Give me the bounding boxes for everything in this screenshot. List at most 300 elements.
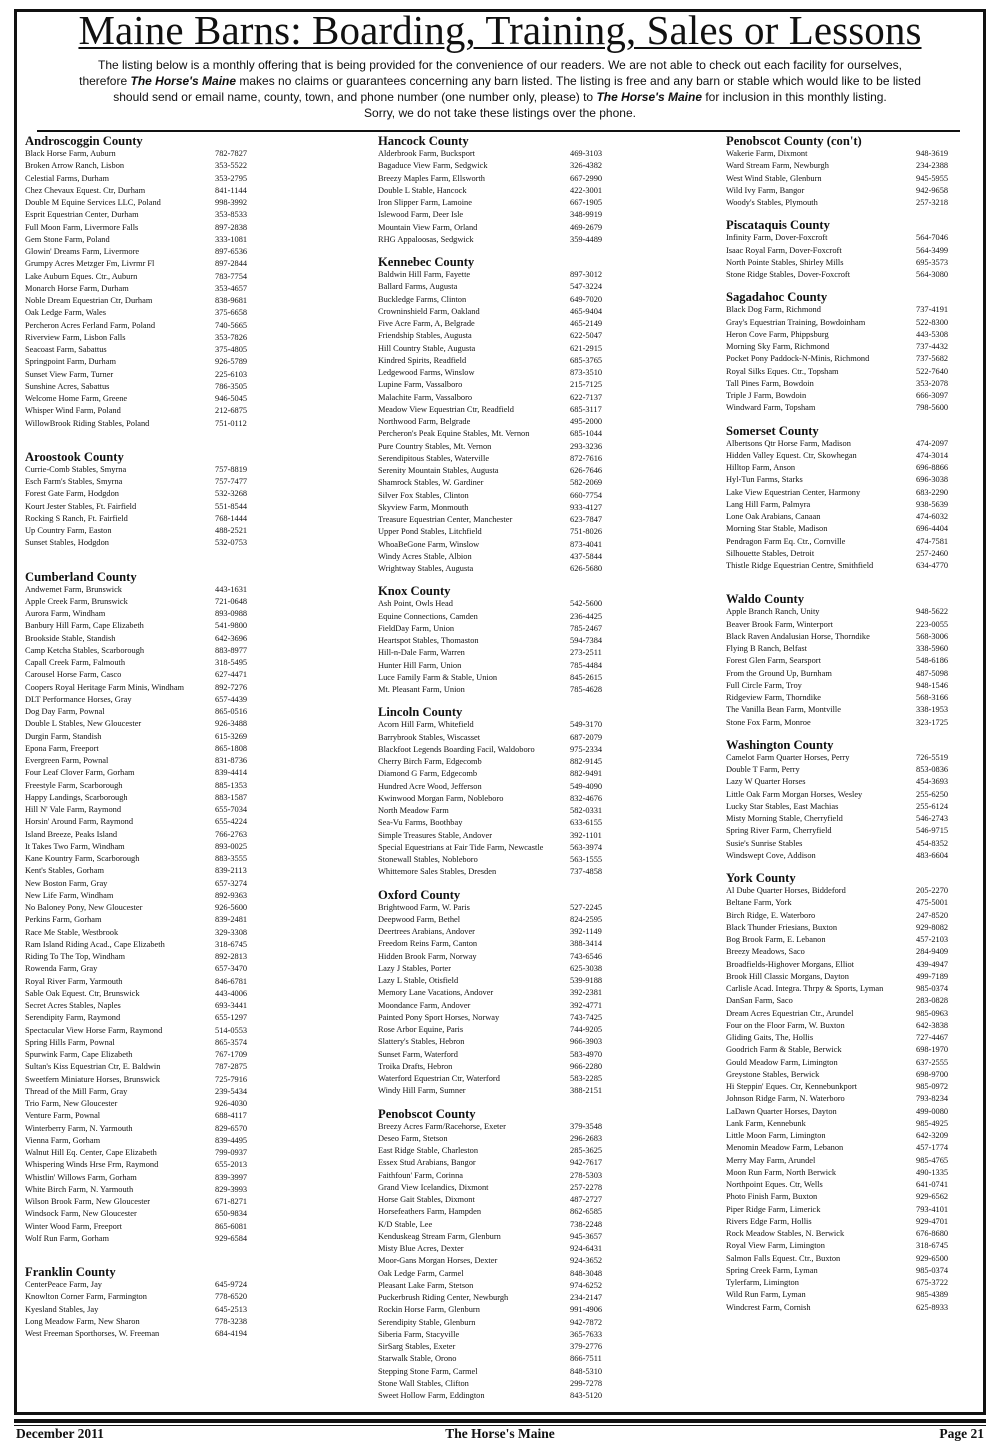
barn-listing [378,623,698,635]
barn-phone: 787-2875 [215,1062,248,1072]
barn-phone: 657-4439 [215,694,248,704]
barn-phone: 318-6745 [215,939,248,949]
barn-name: Carlisle Acad. Integra. Thrpy & Sports, Lyman [726,984,884,993]
barn-listing [726,1155,966,1167]
barn-name: Rose Arbor Equine, Paris [378,1025,464,1034]
barn-listing [378,611,698,623]
barn-name: Little Oak Farm Morgan Horses, Wesley [726,789,863,799]
barn-listing [378,281,698,293]
intro-line-3 [60,89,940,105]
barn-name: Hill-n-Dale Farm, Warren [378,648,465,658]
barn-listing [726,523,966,535]
barn-phone: 938-5639 [916,499,949,509]
barn-listing [726,1289,966,1301]
barn-listing [378,197,698,209]
barn-listing [25,476,345,488]
barn-listing [378,1231,698,1243]
barn-phone: 212-6875 [215,406,248,416]
barn-name: Heron Cove Farm, Phippsburg [726,329,829,339]
barn-phone: 353-2795 [215,173,248,183]
barn-name: Lucky Star Stables, East Machias [726,801,839,811]
barn-name: West Wind Stable, Glenburn [726,173,822,183]
barn-listing [726,619,966,631]
barn-listing [378,756,698,768]
barn-phone: 541-9800 [215,621,248,631]
barn-listing [25,865,345,877]
barn-name: Ram Island Riding Acad., Cape Elizabeth [25,939,165,949]
barn-name: Puckerbrush Riding Center, Newburgh [378,1293,509,1302]
barn-name: Greystone Stables, Berwick [726,1069,820,1079]
barn-phone: 929-4701 [916,1216,949,1226]
barn-name: Moon Run Farm, North Berwick [726,1167,837,1177]
barn-listing [25,1000,345,1012]
barn-phone: 622-7137 [570,392,603,402]
barn-name: Acorn Hill Farm, Whitefield [378,720,474,730]
barn-name: FieldDay Farm, Union [378,623,455,633]
barn-listing [25,173,345,185]
barn-phone: 239-5434 [215,1086,248,1096]
barn-phone: 439-4947 [916,959,949,969]
barn-listing [25,608,345,620]
barn-name: Brookside Stable, Standish [25,633,116,643]
barn-name: Winterberry Farm, N. Yarmouth [25,1123,133,1133]
barn-phone: 998-3992 [215,198,248,207]
barn-name: Moondance Farm, Andover [378,1000,471,1010]
section-spacer [726,572,966,592]
barn-name: Equine Connections, Camden [378,611,478,621]
barn-phone: 627-4471 [215,670,248,680]
barn-name: DLT Performance Horses, Gray [25,694,132,704]
barn-name: Deertrees Arabians, Andover [378,927,475,936]
barn-name: Meadow View Equestrian Ctr, Readfield [378,404,514,414]
barn-phone: 488-2521 [215,526,248,535]
barn-listing [25,841,345,853]
barn-name: Lone Oak Arabians, Canaan [726,512,821,521]
barn-name: Deepwood Farm, Bethel [378,914,461,924]
barn-name: Royal View Farm, Limington [726,1241,825,1251]
barn-phone: 546-9715 [916,826,949,836]
section-spacer [726,209,966,218]
barn-phone: 465-9404 [570,306,603,316]
barn-phone: 721-0648 [215,596,248,606]
county-section [378,255,698,575]
barn-listing [378,684,698,696]
barn-name: Malachite Farm, Vassalboro [378,392,473,402]
barn-phone: 783-7754 [215,271,248,281]
barn-name: Essex Stud Arabians, Bangor [378,1158,476,1168]
barn-phone: 985-4925 [916,1118,949,1128]
barn-name: Goodrich Farm & Stable, Berwick [726,1045,842,1055]
barn-name: CenterPeace Farm, Jay [25,1280,102,1289]
county-heading: Aroostook County [25,449,124,464]
barn-phone: 474-7581 [916,536,949,546]
barn-listing [25,148,345,160]
barn-phone: 582-2069 [570,478,603,488]
barn-listing [25,694,345,706]
barn-listing [25,755,345,767]
barn-name: Up Country Farm, Easton [25,526,112,535]
barn-listing [25,381,345,393]
barn-name: Serendipitous Stables, Waterville [378,453,490,463]
barn-phone: 946-5045 [215,394,248,403]
barn-name: Breezy Meadows, Saco [726,947,805,957]
barn-name: Full Moon Farm, Livermore Falls [25,222,139,232]
barn-phone: 626-5680 [570,564,603,573]
section-spacer [25,1245,345,1265]
barn-listing [25,1086,345,1098]
barn-name: Al Dube Quarter Horses, Biddeford [726,886,846,895]
barn-listing [378,951,698,963]
county-heading: Androscoggin County [25,134,143,148]
barn-listing [726,1093,966,1105]
barn-phone: 966-2280 [570,1061,603,1071]
barn-phone: 696-4404 [916,524,949,534]
barn-phone: 583-4970 [570,1049,603,1059]
barn-listing [378,1049,698,1061]
barn-listing [726,185,966,197]
barn-name: Percheron's Peak Equine Stables, Mt. Vernon [378,429,530,439]
barn-name: Pure Country Stables, Mt. Vernon [378,441,492,451]
county-heading: Kennebec County [378,255,475,269]
barn-listing [378,173,698,185]
barn-name: New Boston Farm, Gray [25,878,108,888]
county-heading: Penobscot County (con't) [726,134,862,148]
publication-name: The Horse's Maine [596,90,702,104]
barn-phone: 257-3218 [916,198,949,207]
barn-name: Rock Meadow Stables, N. Berwick [726,1229,845,1238]
barn-listing [726,560,966,572]
section-spacer [378,879,698,888]
barn-name: Woody's Stables, Plymouth [726,198,818,207]
barn-name: Siberia Farm, Stacyville [378,1329,460,1339]
barn-name: Painted Pony Sport Horses, Norway [378,1012,500,1022]
barn-name: Sunset Farm, Waterford [378,1049,458,1059]
barn-phone: 323-1725 [916,717,949,727]
page-title: Maine Barns: Boarding, Training, Sales or Lessons [78,7,922,53]
barn-listing [378,719,698,731]
barn-name: Wolf Run Farm, Gorham [25,1233,109,1243]
barn-phone: 892-2813 [215,952,248,961]
section-spacer [378,1098,698,1107]
barn-name: Hi Steppin' Eques. Ctr, Kennebunkport [726,1082,857,1091]
barn-phone: 637-2555 [916,1057,949,1067]
barn-name: Full Circle Farm, Troy [726,680,802,690]
barn-phone: 487-2727 [570,1195,603,1204]
barn-listing [25,633,345,645]
barn-listing [378,793,698,805]
barn-listing [378,1194,698,1206]
barn-name: Race Me Stable, Westbrook [25,927,119,937]
barn-name: Black Thunder Friesians, Buxton [726,922,838,932]
barn-phone: 892-7276 [215,682,248,692]
barn-name: Sultan's Kiss Equestrian Ctr, E. Baldwin [25,1062,161,1072]
barn-name: Little Moon Farm, Limington [726,1131,826,1140]
barn-name: Venture Farm, Pownal [25,1111,101,1121]
barn-name: Springpoint Farm, Durham [25,357,116,367]
barn-name: Faithfoun' Farm, Corinna [378,1170,464,1180]
barn-phone: 255-6250 [916,789,949,799]
barn-name: Gould Meadow Farm, Limington [726,1057,838,1067]
barn-phone: 474-6032 [916,512,949,521]
barn-name: Stepping Stone Farm, Carmel [378,1366,478,1376]
barn-listing [726,692,966,704]
barn-listing [25,816,345,828]
county-heading: Somerset County [726,423,819,438]
barn-name: Whistlin' Willows Farm, Gorham [25,1172,137,1182]
barn-phone: 897-2844 [215,259,248,269]
county-section [25,134,345,430]
barn-phone: 532-0753 [215,538,248,548]
barn-name: K/D Stable, Lee [378,1219,433,1229]
barn-name: Morning Star Stable, Madison [726,524,828,534]
barn-phone: 975-2334 [570,744,603,754]
barn-phone: 483-6604 [916,850,949,860]
barn-phone: 278-5303 [570,1170,603,1180]
barn-phone: 326-4382 [570,161,603,171]
barn-listing [25,657,345,669]
footer-divider [14,1419,986,1423]
barn-listing [25,1135,345,1147]
county-heading: Cumberland County [25,569,137,584]
barn-name: Baldwin Hill Farm, Fayette [378,270,471,279]
barn-phone: 865-1808 [215,743,248,753]
barn-phone: 945-5955 [916,173,949,183]
barn-phone: 388-2151 [570,1086,603,1096]
barn-phone: 751-8026 [570,527,603,537]
barn-phone: 839-3997 [215,1172,248,1182]
barn-phone: 633-6155 [570,818,603,828]
barn-listing [25,939,345,951]
barn-listing [726,390,966,402]
barn-name: Spurwink Farm, Cape Elizabeth [25,1050,133,1059]
barn-name: Ledgewood Farms, Winslow [378,368,475,377]
barn-name: Mt. Pleasant Farm, Union [378,685,465,694]
barn-phone: 568-3006 [916,631,949,641]
barn-name: Serenity Mountain Stables, Augusta [378,466,499,475]
barn-phone: 829-3993 [215,1184,248,1194]
barn-listing [378,817,698,829]
barn-name: Silver Fox Stables, Clinton [378,490,469,500]
barn-listing [25,295,345,307]
barn-listing [726,269,966,281]
barn-phone: 490-1335 [916,1167,949,1177]
county-heading: Franklin County [25,1265,116,1279]
barn-listing [726,1216,966,1228]
barn-listing [726,1191,966,1203]
barn-name: Kourt Jester Stables, Ft. Fairfield [25,501,137,511]
barn-name: Dream Acres Equestrian Ctr., Arundel [726,1008,854,1018]
barn-name: Stone Ridge Stables, Dover-Foxcroft [726,270,851,279]
barn-phone: 549-4090 [570,781,603,791]
barn-name: Winter Wood Farm, Freeport [25,1221,122,1231]
barn-name: Seacoast Farm, Sabattus [25,345,107,354]
barn-listing [25,976,345,988]
barn-listing [378,842,698,854]
barn-listing [378,830,698,842]
barn-phone: 527-2245 [570,902,603,912]
barn-listing [25,1098,345,1110]
barn-phone: 824-2595 [570,914,603,924]
county-section [378,888,698,1098]
barn-phone: 568-3166 [916,693,949,702]
barn-listing [726,1142,966,1154]
barn-phone: 318-6745 [916,1241,949,1251]
barn-phone: 882-9145 [570,757,603,766]
barn-phone: 799-0937 [215,1148,248,1157]
barn-name: Deseo Farm, Stetson [378,1133,448,1143]
page-number: Page 21 [939,1426,984,1441]
barn-phone: 549-3170 [570,720,603,730]
barn-listing [726,776,966,788]
barn-listing [25,853,345,865]
barn-listing [378,1085,698,1097]
county-section [726,424,966,573]
barn-listing [378,404,698,416]
barn-name: Brightwood Farm, W. Paris [378,902,470,912]
barn-listing [726,752,966,764]
barn-phone: 622-5047 [570,331,603,341]
barn-phone: 839-4414 [215,768,248,778]
section-spacer [726,415,966,424]
barn-listing [378,926,698,938]
barn-name: Blackfoot Legends Boarding Facil, Waldoboro [378,744,535,754]
barn-phone: 621-2915 [570,343,603,353]
barn-name: Windcrest Farm, Cornish [726,1302,811,1312]
barn-name: Lupine Farm, Vassalboro [378,380,463,390]
barn-name: Noble Dream Equestrian Ctr, Durham [25,296,153,305]
listing-column-2 [378,134,698,1402]
barn-phone: 671-8271 [215,1197,248,1206]
barn-phone: 985-0374 [916,984,949,993]
barn-name: Sunset Stables, Hodgdon [25,538,109,548]
barn-phone: 974-6252 [570,1280,603,1290]
listing-column-1 [25,134,345,1340]
barn-listing [378,1000,698,1012]
barn-listing [25,418,345,430]
barn-listing [726,257,966,269]
barn-name: Aurora Farm, Windham [25,609,106,618]
barn-name: Islewood Farm, Deer Isle [378,210,464,220]
barn-phone: 564-3080 [916,270,949,279]
barn-name: Knowlton Corner Farm, Farmington [25,1292,147,1302]
barn-name: Hill Country Stable, Augusta [378,343,476,353]
barn-name: Heartspot Stables, Thomaston [378,636,479,645]
barn-listing [25,320,345,332]
county-section [726,738,966,862]
barn-name: Sweetfern Miniature Horses, Brunswick [25,1074,160,1084]
barn-listing [726,1032,966,1044]
barn-listing [726,606,966,618]
barn-name: Horsefeathers Farm, Hampden [378,1207,482,1217]
barn-name: Buckledge Farms, Clinton [378,294,467,304]
barn-listing [726,995,966,1007]
barn-phone: 843-5120 [570,1391,603,1400]
barn-name: Banbury Hill Farm, Cape Elizabeth [25,621,144,631]
barn-phone: 885-1353 [215,780,248,790]
barn-phone: 392-1101 [570,830,602,840]
barn-listing [378,1121,698,1133]
barn-listing [378,635,698,647]
barn-name: Stonewall Stables, Nobleboro [378,855,478,864]
barn-name: Ash Point, Owls Head [378,599,453,609]
barn-name: Windy Hill Farm, Sumner [378,1086,466,1096]
barn-listing [378,539,698,551]
barn-name: Simple Treasures Stable, Andover [378,830,492,840]
barn-phone: 475-5001 [916,898,949,908]
barn-listing [726,1302,966,1314]
barn-phone: 726-5519 [916,752,949,762]
barn-name: Triple J Farm, Bowdoin [726,391,807,400]
barn-listing [378,1390,698,1402]
barn-phone: 257-2460 [916,548,949,558]
barn-listing [726,946,966,958]
barn-listing [378,1366,698,1378]
section-spacer [378,575,698,584]
barn-phone: 234-2147 [570,1293,603,1302]
barn-phone: 437-5844 [570,551,603,561]
barn-phone: 469-3103 [570,149,603,158]
barn-phone: 698-1970 [916,1045,949,1055]
barn-listing [25,792,345,804]
barn-name: Photo Finish Farm, Buxton [726,1192,818,1202]
barn-listing [25,1037,345,1049]
barn-listing [378,598,698,610]
barn-phone: 547-3224 [570,282,603,292]
barn-name: Serendipity Stable, Glenburn [378,1317,476,1327]
barn-name: Memory Lane Vacations, Andover [378,988,494,998]
barn-name: Long Meadow Farm, New Sharon [25,1316,140,1326]
barn-name: Hilltop Farm, Anson [726,463,796,472]
barn-name: Perkins Farm, Gorham [25,915,102,925]
barn-listing [378,1145,698,1157]
barn-name: Sunset View Farm, Turner [25,369,114,379]
barn-name: Camp Ketcha Stables, Scarborough [25,645,145,655]
barn-name: Gliding Gaits, The, Hollis [726,1033,814,1042]
barn-name: Andwemet Farm, Brunswick [25,584,122,594]
barn-listing [726,1008,966,1020]
barn-listing [378,866,698,878]
intro-line-2a: therefore [79,74,131,88]
county-heading: York County [726,871,796,885]
barn-phone: 893-0025 [215,841,248,851]
barn-phone: 422-3001 [570,185,603,195]
barn-name: Iron Slipper Farm, Lamoine [378,198,472,207]
barn-name: Spectacular View Horse Farm, Raymond [25,1025,163,1035]
barn-name: Sweet Hollow Farm, Eddington [378,1391,485,1400]
barn-name: Forest Gate Farm, Hodgdon [25,489,119,499]
barn-name: Dog Day Farm, Pownal [25,707,105,716]
barn-name: Silhouette Stables, Detroit [726,548,815,558]
county-section [378,584,698,696]
barn-listing [378,647,698,659]
barn-listing [726,801,966,813]
barn-name: DanSan Farm, Saco [726,996,793,1006]
barn-listing [726,631,966,643]
barn-listing [25,596,345,608]
barn-phone: 737-4191 [916,305,949,315]
barn-listing [378,355,698,367]
barn-listing [378,1206,698,1218]
barn-phone: 443-4006 [215,988,248,998]
barn-listing [25,1147,345,1159]
barn-listing [378,902,698,914]
barn-listing [25,234,345,246]
barn-listing [378,1268,698,1280]
barn-name: WhoaBeGone Farm, Winslow [378,539,480,549]
barn-phone: 926-5789 [215,357,248,367]
county-section [378,705,698,878]
barn-listing [726,1081,966,1093]
